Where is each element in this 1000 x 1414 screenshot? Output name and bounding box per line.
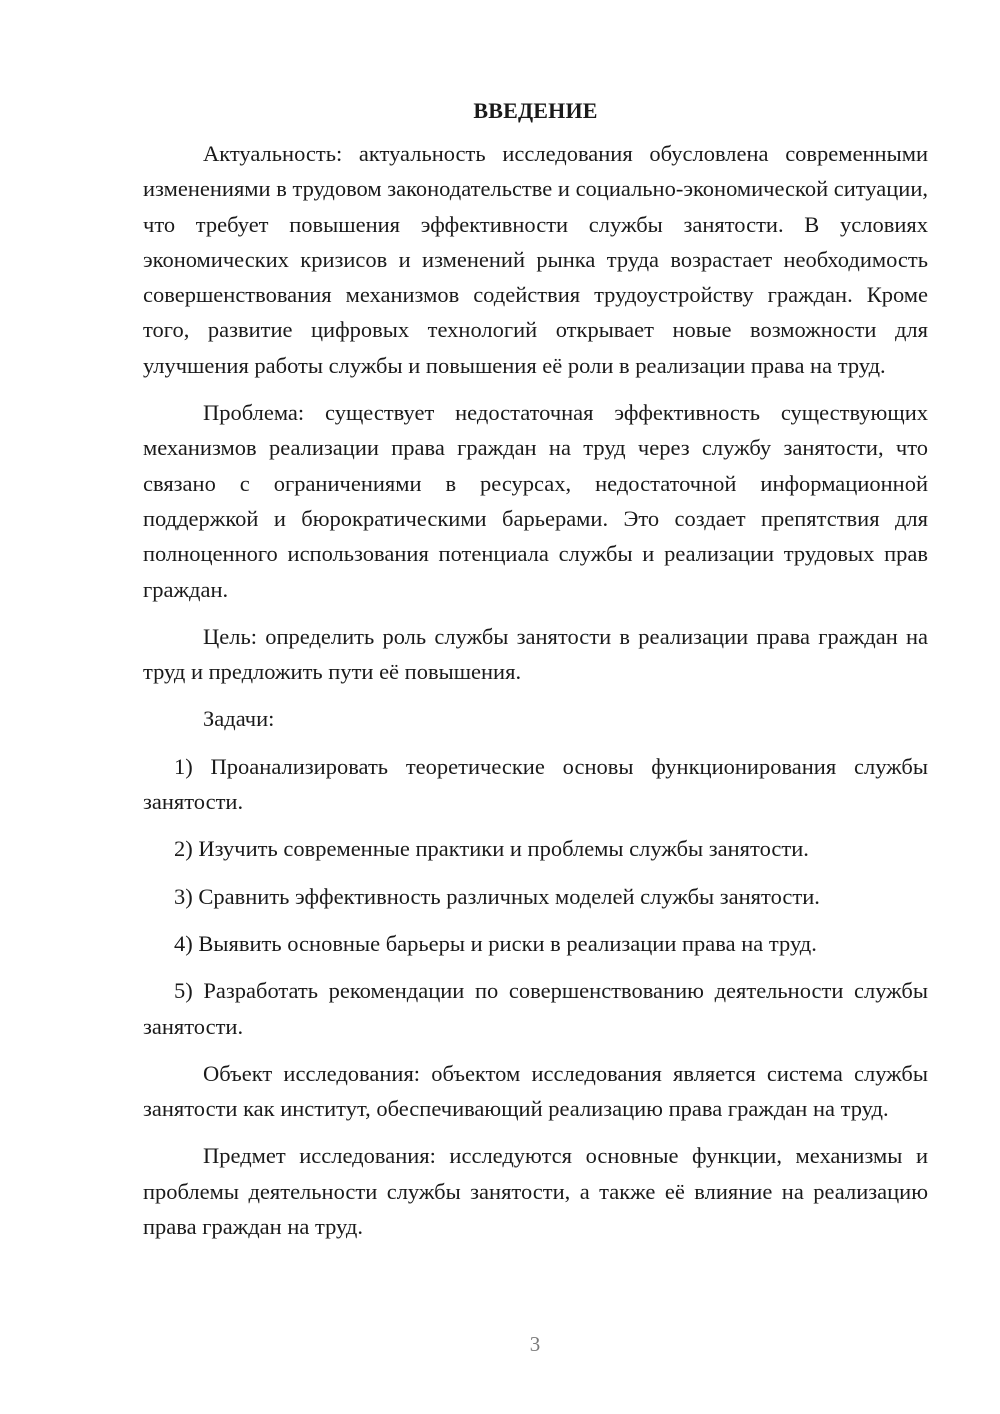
task-item: 4) Выявить основные барьеры и риски в реализации права на труд. [174, 930, 817, 956]
problem-paragraph: Проблема: существует недостаточная эффективность существующих механизмов реализации права граждан на труд через службу занятости, что связано с ограничениями в ресурсах, недостаточной информационной поддержкой и бюрократическими барьерами. Это создает препятствия для полноценного использования потенциала службы и реализации трудовых прав граждан. [143, 400, 928, 602]
page-title: ВВЕДЕНИЕ [473, 98, 598, 123]
task-item: 2) Изучить современные практики и проблемы службы занятости. [174, 836, 809, 862]
subject-paragraph: Предмет исследования: исследуются основные функции, механизмы и проблемы деятельности службы занятости, а также её влияние на реализацию права граждан на труд. [143, 1143, 928, 1240]
tasks-heading: Задачи: [203, 706, 275, 732]
task-item: 3) Сравнить эффективность различных моделей службы занятости. [174, 883, 820, 909]
task-item: 1) Проанализировать теоретические основы функционирования службы занятости. [143, 753, 928, 815]
task-item: 5) Разработать рекомендации по совершенствованию деятельности службы занятости. [143, 978, 928, 1039]
object-paragraph: Объект исследования: объектом исследования является система службы занятости как институт, обеспечивающий реализацию права граждан на труд. [143, 1060, 928, 1122]
goal-paragraph: Цель: определить роль службы занятости в реализации права граждан на труд и предложить пути её повышения. [143, 623, 928, 685]
tasks-list [143, 749, 928, 1044]
relevance-paragraph: Актуальность: актуальность исследования обусловлена современными изменениями в трудовом законодательстве и социально-экономической ситуации, что требует повышения эффективности службы занятости. В условиях экономических кризисов и изменений рынка труда возрастает необходимость совершенствования механизмов содействия трудоустройству граждан. Кроме того, развитие цифровых технологий открывает новые возможности для улучшения работы службы и повышения её роли в реализации права на труд. [143, 141, 928, 378]
page-content [143, 96, 928, 1256]
page-number: 3 [529, 1332, 541, 1356]
